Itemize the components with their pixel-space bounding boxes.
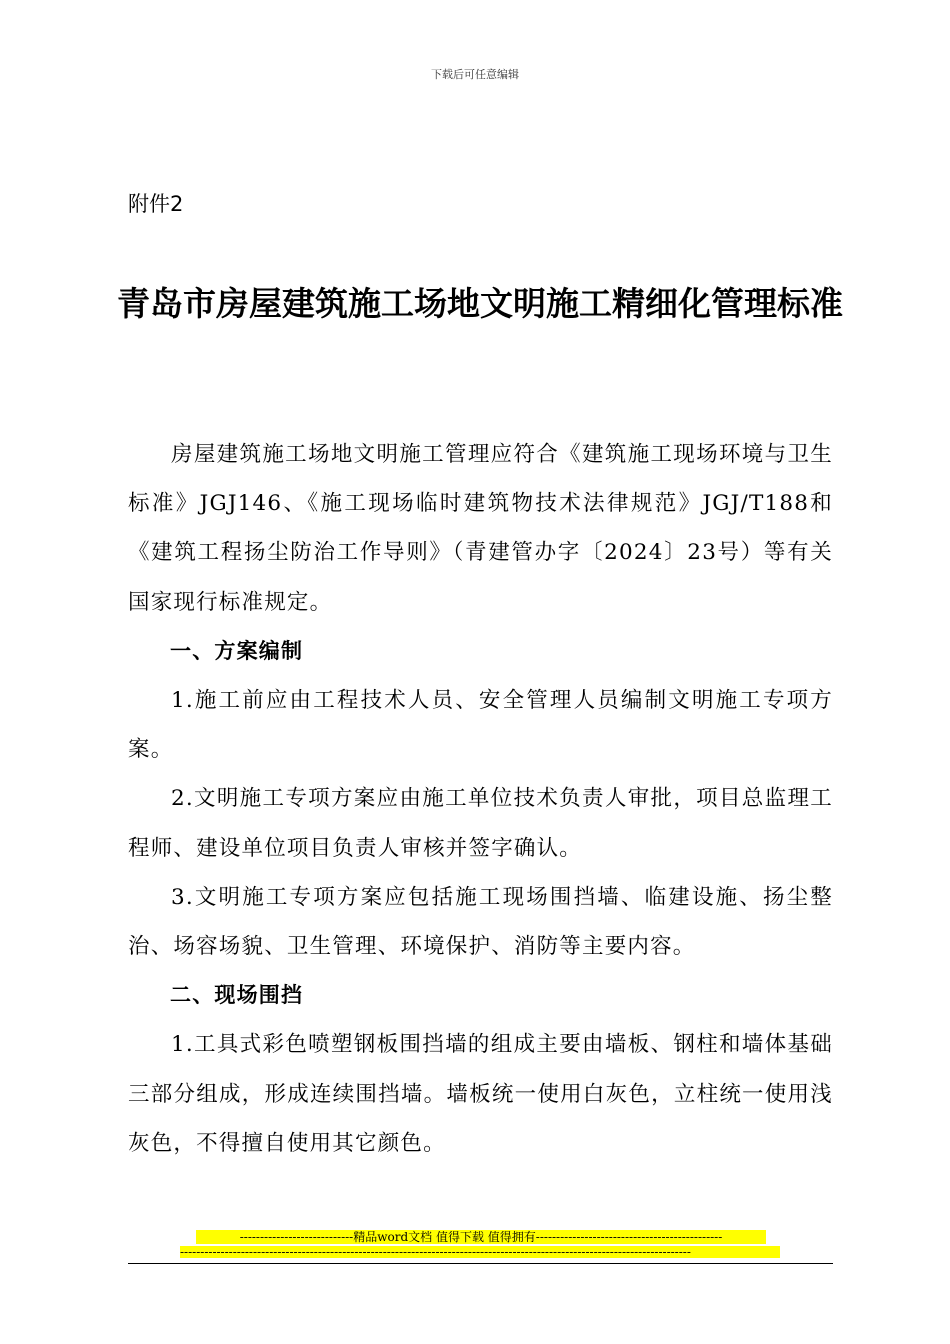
fence-item-1: 1.工具式彩色喷塑钢板围挡墙的组成主要由墙板、钢柱和墙体基础三部分组成，形成连续围挡墙。墙板统一使用白灰色，立柱统一使用浅灰色，不得擅自使用其它颜色。 <box>128 1032 833 1156</box>
document-title: 青岛市房屋建筑施工场地文明施工精细化管理标准 <box>117 284 843 323</box>
plan-item-2: 2.文明施工专项方案应由施工单位技术负责人审批，项目总监理工程师、建设单位项目负责人审核并签字确认。 <box>128 786 833 861</box>
document-body <box>128 430 833 1168</box>
footer-banner: ----------------------------精品word文档 值得下载 值得拥有---------------------------------------------- <box>196 1230 766 1244</box>
header-note: 下载后可任意编辑 <box>431 68 519 81</box>
footer-rule <box>128 1263 833 1264</box>
plan-item-3: 3.文明施工专项方案应包括施工现场围挡墙、临建设施、扬尘整治、场容场貌、卫生管理、环境保护、消防等主要内容。 <box>128 884 833 960</box>
plan-item-1: 1.施工前应由工程技术人员、安全管理人员编制文明施工专项方案。 <box>128 688 833 763</box>
section-heading-fence: 二、现场围挡 <box>170 983 304 1008</box>
intro-paragraph: 房屋建筑施工场地文明施工管理应符合《建筑施工现场环境与卫生标准》JGJ146、《施工现场临时建筑物技术法律规范》JGJ/T188和《建筑工程扬尘防治工作导则》（青建管办字〔2024〕23号）等有关国家现行标准规定。 <box>128 442 833 615</box>
section-heading-plan: 一、方案编制 <box>170 638 304 663</box>
attachment-label: 附件2 <box>128 192 184 216</box>
footer-dashes: ------------------------------------------------------------------------------------------------------------------------------ <box>180 1246 780 1258</box>
